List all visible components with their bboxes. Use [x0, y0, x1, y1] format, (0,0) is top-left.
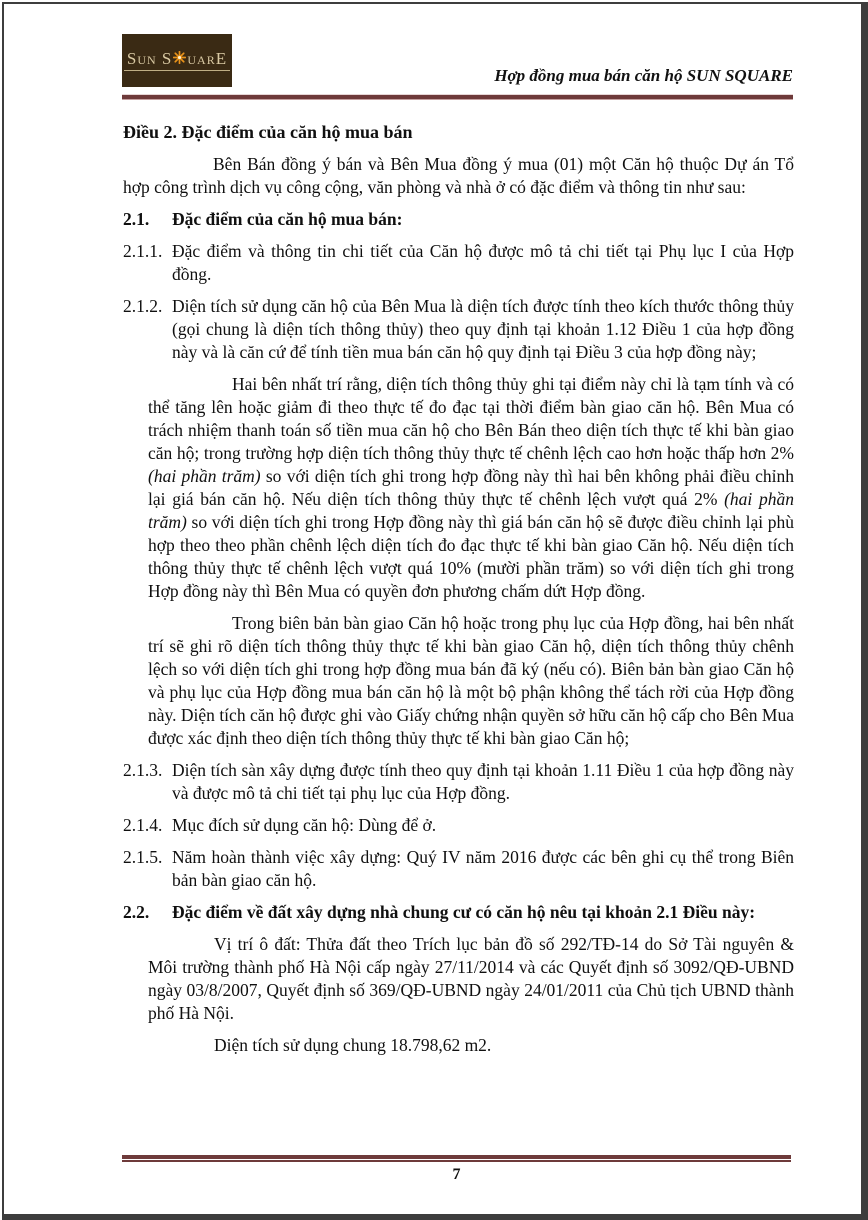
clause-2-2-paragraph-a: Vị trí ô đất: Thửa đất theo Trích lục bản đồ số 292/TĐ-14 do Sở Tài nguyên & Môi trường thành phố Hà Nội cấp ngày 27/11/2014 và các Quyết định số 3092/QĐ-UBND ngày 03/8/2007, Quyết định số 369/QĐ-UBND ngày 24/01/2011 của Chủ tịch UBND thành phố Hà Nội.: [148, 934, 794, 1023]
clause-2-2: [123, 901, 794, 924]
article-2-intro-paragraph: Bên Bán đồng ý bán và Bên Mua đồng ý mua (01) một Căn hộ thuộc Dự án Tổ hợp công trình dịch vụ công cộng, văn phòng và nhà ở có đặc điểm và thông tin như sau:: [123, 154, 794, 197]
article-2-heading: Điều 2. Đặc điểm của căn hộ mua bán: [123, 122, 413, 142]
logo-text-post: uarE: [187, 49, 228, 68]
clause-2-2-paragraph-b: Diện tích sử dụng chung 18.798,62 m2.: [214, 1035, 492, 1055]
logo-text-pre: Sun S: [126, 49, 173, 68]
paragraph-segment: so với diện tích ghi trong Hợp đồng này thì giá bán căn hộ sẽ được điều chỉnh lại phù hợp theo theo phần chênh lệch diện tích đo đạc thực tế khi bàn giao Căn hộ. Nếu diện tích thông thủy thực tế chênh lệch vượt quá 10% (mười phần trăm) so với diện tích ghi trong Hợp đồng này thì Bên Mua có quyền đơn phương chấm dứt Hợp đồng.: [148, 512, 794, 601]
page-number: 7: [452, 1166, 461, 1183]
clause-2-1-5-text: Năm hoàn thành việc xây dựng: Quý IV năm 2016 được các bên ghi cụ thể trong Biên bản bàn giao căn hộ.: [172, 847, 794, 890]
clause-2-1-4: [123, 814, 794, 837]
clause-2-1-2: [123, 295, 794, 364]
paragraph-segment: Hai bên nhất trí rằng, diện tích thông thủy ghi tại điểm này chỉ là tạm tính và có thể tăng lên hoặc giảm đi theo thực tế đo đạc tại thời điểm bàn giao căn hộ. Bên Mua có trách nhiệm thanh toán số tiền mua căn hộ cho Bên Bán theo diện tích thực tế khi bàn giao căn hộ; trong trường hợp diện tích thông thủy thực tế chênh lệch cao hơn hoặc thấp hơn 2%: [148, 374, 794, 463]
clause-2-1-1: [123, 240, 794, 286]
clause-2-1-number: 2.1.: [123, 209, 150, 229]
clause-2-1-1-text: Đặc điểm và thông tin chi tiết của Căn hộ được mô tả chi tiết tại Phụ lục I của Hợp đồng.: [172, 241, 794, 284]
document-page: [4, 4, 861, 1214]
clause-2-1-5-number: 2.1.5.: [123, 847, 163, 867]
clause-2-1-3-number: 2.1.3.: [123, 760, 163, 780]
clause-2-1-text: Đặc điểm của căn hộ mua bán:: [172, 209, 403, 229]
sun-square-logo: [122, 34, 232, 87]
footer-rule: [122, 1155, 791, 1162]
page-footer: [122, 1155, 791, 1184]
sun-icon: [173, 50, 186, 67]
clause-2-1-2-paragraph-b: Trong biên bản bàn giao Căn hộ hoặc trong phụ lục của Hợp đồng, hai bên nhất trí sẽ ghi rõ diện tích thông thủy thực tế khi bàn giao Căn hộ, diện tích thông thủy chênh lệch so với diện tích ghi trong hợp đồng mua bán đã ký (nếu có). Biên bản bàn giao Căn hộ và phụ lục của Hợp đồng mua bán căn hộ là một bộ phận không thể tách rời của Hợp đồng này. Diện tích căn hộ được ghi vào Giấy chứng nhận quyền sở hữu căn hộ cấp cho Bên Mua được xác định theo diện tích thông thủy thực tế khi bàn giao Căn hộ;: [148, 613, 794, 748]
clause-2-1-2-text: Diện tích sử dụng căn hộ của Bên Mua là diện tích được tính theo kích thước thông thủy (gọi chung là diện tích thông thủy) theo quy định tại khoản 1.12 Điều 1 của hợp đồng này và là căn cứ để tính tiền mua bán căn hộ quy định tại Điều 3 của hợp đồng này;: [172, 296, 794, 362]
clause-2-1-3-text: Diện tích sàn xây dựng được tính theo quy định tại khoản 1.11 Điều 1 của hợp đồng này và được mô tả chi tiết tại phụ lục của Hợp đồng.: [172, 760, 794, 803]
clause-2-1-4-number: 2.1.4.: [123, 815, 163, 835]
page-header: [122, 34, 793, 87]
clause-2-1: [123, 208, 794, 231]
clause-2-1-3: [123, 759, 794, 805]
clause-2-1-5: [123, 846, 794, 892]
clause-2-2-text: Đặc điểm về đất xây dựng nhà chung cư có căn hộ nêu tại khoản 2.1 Điều này:: [172, 902, 756, 922]
italic-segment: (hai phần trăm): [148, 489, 794, 532]
document-title: Hợp đồng mua bán căn hộ SUN SQUARE: [494, 66, 793, 85]
clause-2-2-number: 2.2.: [123, 902, 150, 922]
clause-2-1-4-text: Mục đích sử dụng căn hộ: Dùng để ở.: [172, 815, 437, 835]
paragraph-segment: so với diện tích ghi trong hợp đồng này thì hai bên không phải điều chỉnh lại giá bán căn hộ. Nếu diện tích thông thủy thực tế chênh lệch vượt quá 2%: [148, 466, 794, 509]
clause-2-1-1-number: 2.1.1.: [123, 241, 163, 261]
clause-2-1-2-number: 2.1.2.: [123, 296, 163, 316]
clause-2-1-2-paragraph-a: [148, 373, 794, 603]
contract-body: [123, 121, 794, 1057]
italic-segment: (hai phần trăm): [148, 466, 261, 486]
logo-wordmark: [124, 50, 230, 71]
header-rule: [122, 94, 793, 100]
